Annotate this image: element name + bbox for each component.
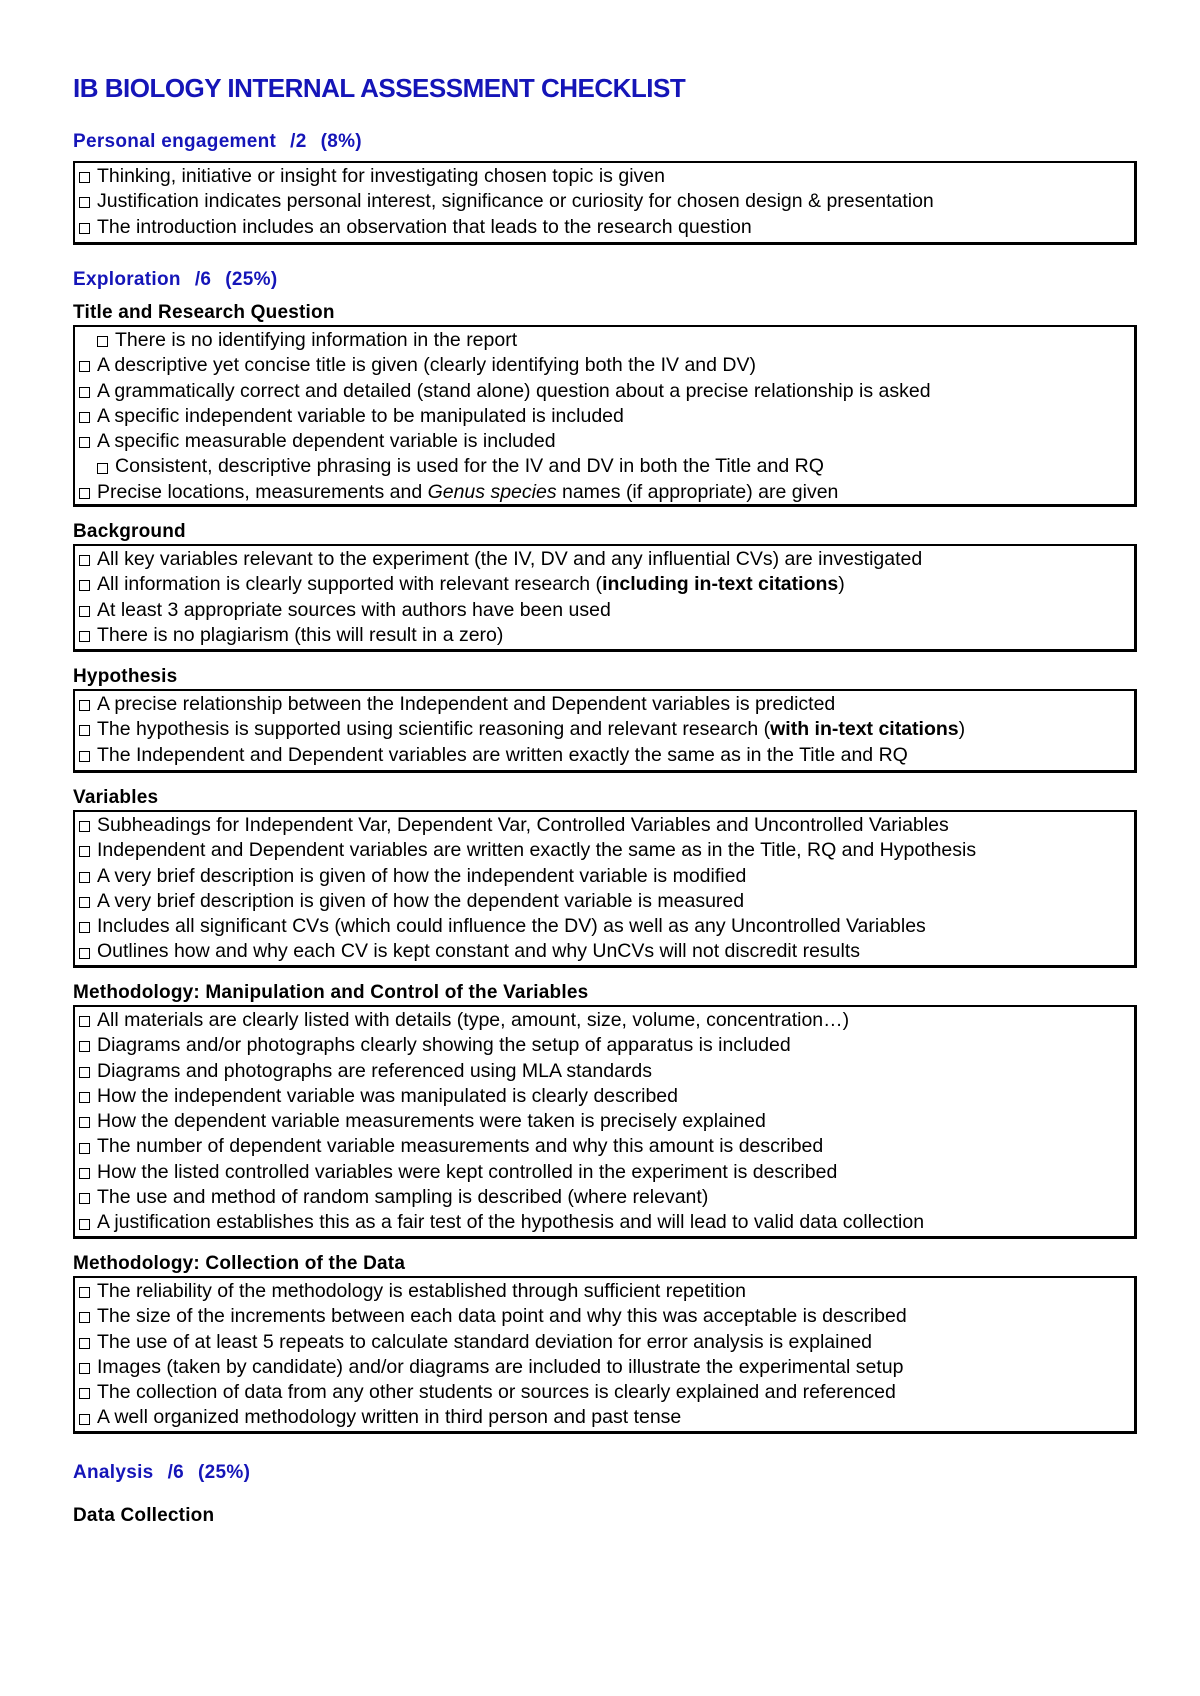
checkbox-icon[interactable]: [79, 555, 90, 566]
checklist-item: At least 3 appropriate sources with authors have been used: [79, 598, 1134, 623]
checkbox-icon[interactable]: [79, 437, 90, 448]
section-percent: (25%): [198, 1462, 251, 1483]
checkbox-icon[interactable]: [79, 172, 90, 183]
checkbox-icon[interactable]: [79, 606, 90, 617]
checkbox-icon[interactable]: [79, 1092, 90, 1103]
section-name: Personal engagement: [73, 131, 277, 152]
title-rq-box: [73, 325, 1137, 507]
personal-engagement-box: [73, 161, 1137, 245]
checkbox-icon[interactable]: [79, 223, 90, 234]
checklist-item: All key variables relevant to the experiment (the IV, DV and any influential CVs) are investigated: [79, 547, 1134, 572]
checklist-item: Independent and Dependent variables are written exactly the same as in the Title, RQ and Hypothesis: [79, 838, 1134, 863]
checklist-item: A descriptive yet concise title is given (clearly identifying both the IV and DV): [79, 353, 1134, 378]
checkbox-icon[interactable]: [79, 700, 90, 711]
checklist-item: A specific measurable dependent variable is included: [79, 429, 1134, 454]
checklist-item: A specific independent variable to be manipulated is included: [79, 404, 1134, 429]
checkbox-icon[interactable]: [79, 1363, 90, 1374]
checklist-item: There is no identifying information in the report: [79, 328, 1134, 353]
checkbox-icon[interactable]: [79, 872, 90, 883]
section-percent: (8%): [320, 131, 362, 152]
checklist-item: Consistent, descriptive phrasing is used for the IV and DV in both the Title and RQ: [79, 454, 1134, 479]
checklist-item: Images (taken by candidate) and/or diagrams are included to illustrate the experimental setup: [79, 1355, 1134, 1380]
checklist-item: Diagrams and/or photographs clearly showing the setup of apparatus is included: [79, 1033, 1134, 1058]
checklist-item: A grammatically correct and detailed (stand alone) question about a precise relationship is asked: [79, 379, 1134, 404]
section-percent: (25%): [225, 269, 278, 290]
checklist-item: Precise locations, measurements and Genus species names (if appropriate) are given: [79, 480, 1134, 505]
methodology-collection-box: [73, 1276, 1137, 1434]
checklist-item: The Independent and Dependent variables are written exactly the same as in the Title and RQ: [79, 743, 1134, 768]
background-box: [73, 544, 1137, 652]
checkbox-icon[interactable]: [79, 580, 90, 591]
checkbox-icon[interactable]: [79, 361, 90, 372]
checklist-item: A very brief description is given of how the dependent variable is measured: [79, 889, 1134, 914]
checkbox-icon[interactable]: [79, 1338, 90, 1349]
checklist-page: [73, 70, 1137, 1528]
section-score: /6: [194, 269, 212, 290]
checkbox-icon[interactable]: [79, 1143, 90, 1154]
checklist-item: Diagrams and photographs are referenced using MLA standards: [79, 1059, 1134, 1084]
checkbox-icon[interactable]: [79, 1414, 90, 1425]
checkbox-icon[interactable]: [79, 725, 90, 736]
document-title: IB BIOLOGY INTERNAL ASSESSMENT CHECKLIST: [73, 73, 686, 103]
checklist-item: The number of dependent variable measurements and why this amount is described: [79, 1134, 1134, 1159]
checkbox-icon[interactable]: [79, 846, 90, 857]
checklist-item: The introduction includes an observation that leads to the research question: [79, 215, 1134, 240]
subheading-variables: Variables: [73, 787, 159, 808]
checklist-item: Thinking, initiative or insight for investigating chosen topic is given: [79, 164, 1134, 189]
checklist-item: Outlines how and why each CV is kept constant and why UnCVs will not discredit results: [79, 939, 1134, 964]
checkbox-icon[interactable]: [97, 336, 108, 347]
subheading-background: Background: [73, 521, 186, 542]
checkbox-icon[interactable]: [79, 197, 90, 208]
section-personal-engagement: [73, 129, 1137, 155]
subheading-methodology-collection: Methodology: Collection of the Data: [73, 1253, 406, 1274]
checkbox-icon[interactable]: [79, 1168, 90, 1179]
checklist-item: The size of the increments between each data point and why this was acceptable is described: [79, 1304, 1134, 1329]
checklist-item: How the dependent variable measurements were taken is precisely explained: [79, 1109, 1134, 1134]
checklist-item: The use of at least 5 repeats to calculate standard deviation for error analysis is explained: [79, 1330, 1134, 1355]
checklist-item: How the independent variable was manipulated is clearly described: [79, 1084, 1134, 1109]
variables-box: [73, 810, 1137, 968]
section-analysis: [73, 1460, 1137, 1486]
checkbox-icon[interactable]: [79, 897, 90, 908]
checkbox-icon[interactable]: [79, 1287, 90, 1298]
section-score: /6: [167, 1462, 185, 1483]
checkbox-icon[interactable]: [79, 751, 90, 762]
checkbox-icon[interactable]: [79, 1016, 90, 1027]
section-exploration: [73, 267, 1137, 293]
section-name: Exploration: [73, 269, 181, 290]
subheading-title-rq: Title and Research Question: [73, 302, 335, 323]
hypothesis-box: [73, 689, 1137, 773]
checkbox-icon[interactable]: [79, 1312, 90, 1323]
checkbox-icon[interactable]: [97, 463, 108, 474]
checkbox-icon[interactable]: [79, 1388, 90, 1399]
subheading-data-collection: Data Collection: [73, 1505, 215, 1526]
section-score: /2: [290, 131, 307, 152]
checkbox-icon[interactable]: [79, 1041, 90, 1052]
checkbox-icon[interactable]: [79, 387, 90, 398]
checkbox-icon[interactable]: [79, 922, 90, 933]
checklist-item: A well organized methodology written in third person and past tense: [79, 1405, 1134, 1430]
checklist-item: A very brief description is given of how the independent variable is modified: [79, 864, 1134, 889]
checkbox-icon[interactable]: [79, 821, 90, 832]
checklist-item: Subheadings for Independent Var, Dependent Var, Controlled Variables and Uncontrolled Variables: [79, 813, 1134, 838]
checklist-item: Includes all significant CVs (which could influence the DV) as well as any Uncontrolled Variables: [79, 914, 1134, 939]
checklist-item: All information is clearly supported with relevant research (including in-text citations): [79, 572, 1134, 597]
checklist-item: Justification indicates personal interest, significance or curiosity for chosen design & presentation: [79, 189, 1134, 214]
checkbox-icon[interactable]: [79, 1193, 90, 1204]
checkbox-icon[interactable]: [79, 1117, 90, 1128]
checkbox-icon[interactable]: [79, 631, 90, 642]
subheading-hypothesis: Hypothesis: [73, 666, 178, 687]
checklist-item: The collection of data from any other students or sources is clearly explained and referenced: [79, 1380, 1134, 1405]
checklist-item: The hypothesis is supported using scientific reasoning and relevant research (with in-text citations): [79, 717, 1134, 742]
checklist-item: How the listed controlled variables were kept controlled in the experiment is described: [79, 1160, 1134, 1185]
checkbox-icon[interactable]: [79, 412, 90, 423]
checklist-item: A precise relationship between the Independent and Dependent variables is predicted: [79, 692, 1134, 717]
checkbox-icon[interactable]: [79, 1219, 90, 1230]
section-name: Analysis: [73, 1462, 154, 1483]
checkbox-icon[interactable]: [79, 948, 90, 959]
checkbox-icon[interactable]: [79, 1067, 90, 1078]
checklist-item: The reliability of the methodology is established through sufficient repetition: [79, 1279, 1134, 1304]
checklist-item: All materials are clearly listed with details (type, amount, size, volume, concentration…): [79, 1008, 1134, 1033]
checklist-item: The use and method of random sampling is described (where relevant): [79, 1185, 1134, 1210]
methodology-manipulation-box: [73, 1005, 1137, 1239]
checkbox-icon[interactable]: [79, 488, 90, 499]
checklist-item: There is no plagiarism (this will result in a zero): [79, 623, 1134, 648]
subheading-methodology-manipulation: Methodology: Manipulation and Control of the Variables: [73, 982, 589, 1003]
checklist-item: A justification establishes this as a fair test of the hypothesis and will lead to valid data collection: [79, 1210, 1134, 1235]
